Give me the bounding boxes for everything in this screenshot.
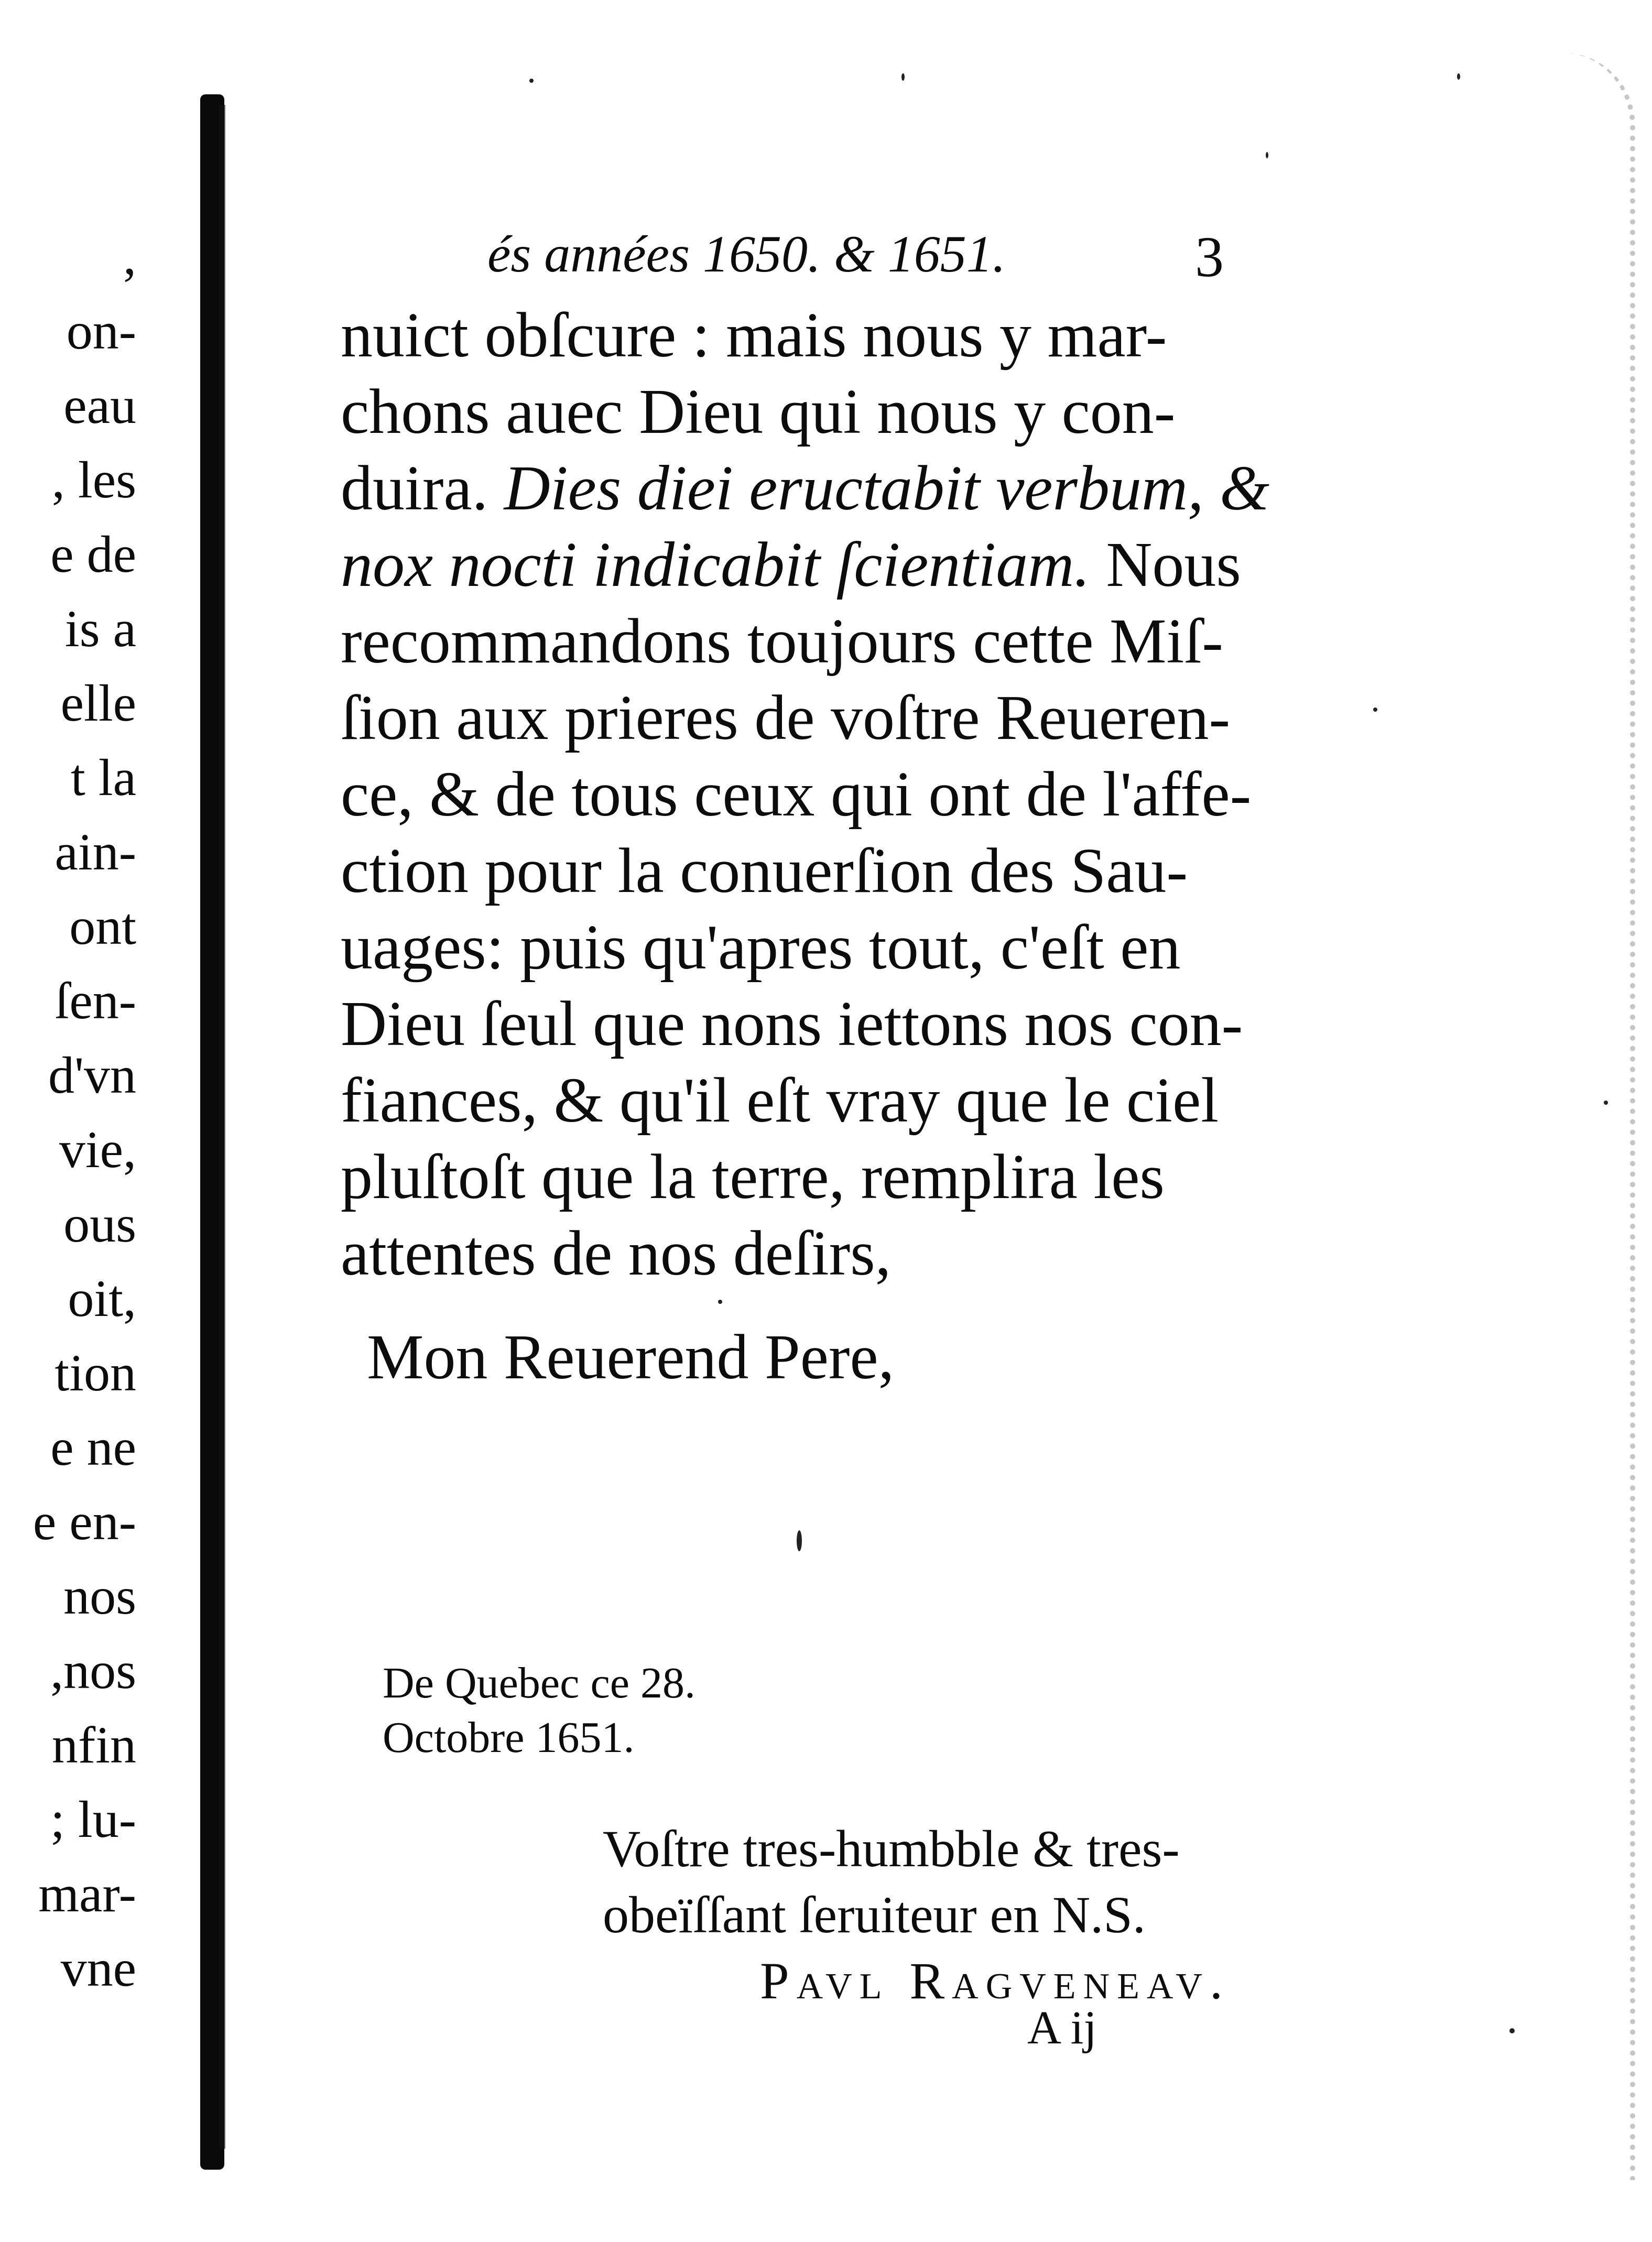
left-page-fragment: oit,	[68, 1269, 136, 1327]
body-line-roman: Nous	[1106, 529, 1241, 600]
body-line: ction pour la conuerſion des Sau-	[341, 835, 1188, 906]
left-page-fragment: d'vn	[48, 1046, 136, 1104]
left-page-fragment: ſen-	[55, 972, 136, 1030]
signature-mark: A ij	[1027, 2002, 1097, 2054]
running-title: és années 1650. & 1651.	[487, 225, 1006, 283]
left-page-fragment: eau	[63, 376, 136, 434]
dateline-place: De Quebec ce 28.	[383, 1659, 696, 1707]
left-page-fragment: t la	[71, 748, 136, 807]
latin-quote: Dies diei eructabit verbum, &	[504, 453, 1269, 524]
signoff	[603, 1816, 1230, 2014]
left-page-fragment: on-	[66, 302, 136, 360]
left-page-fragment: ain-	[55, 823, 136, 881]
left-page-fragment: , les	[51, 451, 136, 509]
author-name: Pavl Ragveneav.	[760, 1952, 1230, 2010]
signoff-line: obeïſſant ſeruiteur en N.S.	[603, 1886, 1146, 1944]
scan-speck	[718, 1300, 722, 1304]
body-line: recommandons toujours cette Miſ-	[341, 606, 1223, 677]
left-page-fragment: elle	[60, 674, 136, 732]
page-edge	[1562, 52, 1635, 2180]
body-line: ce, & de tous ceux qui ont de l'affe-	[341, 759, 1252, 830]
body-line: chons auec Dieu qui nous y con-	[341, 376, 1176, 447]
body-line: pluſtoſt que la terre, remplira les	[341, 1141, 1165, 1212]
body-line: uages: puis qu'apres tout, c'eſt en	[341, 912, 1181, 983]
left-page-fragment: ous	[63, 1195, 136, 1253]
body-line: ſion aux prieres de voſtre Reueren-	[341, 682, 1231, 753]
left-page-fragment: vne	[60, 1939, 136, 1997]
latin-quote: nox nocti indicabit ſcientiam.	[341, 529, 1090, 600]
body-line: attentes de nos deſirs,	[341, 1218, 892, 1289]
body-line-roman: duira.	[341, 453, 488, 524]
left-page-fragment: e de	[50, 525, 136, 583]
scan-speck	[1266, 152, 1268, 158]
running-header	[487, 223, 1274, 301]
left-page-fragment: mar-	[38, 1865, 136, 1923]
signoff-line: Voſtre tres-humbble & tres-	[603, 1820, 1180, 1878]
left-page-fragment: is a	[64, 600, 136, 658]
left-page-fragment: vie,	[59, 1120, 136, 1179]
body-line: fiances, & qu'il eſt vray que le ciel	[341, 1065, 1219, 1136]
left-page-fragment: nfin	[51, 1716, 136, 1774]
scan-speck	[901, 73, 905, 81]
scan-speck	[1509, 2028, 1515, 2033]
left-page-fragment: ,nos	[50, 1641, 136, 1700]
body-line: nuict obſcure : mais nous y mar-	[341, 300, 1167, 371]
scan-speck	[1457, 73, 1460, 80]
left-page-fragment: ,	[123, 227, 136, 286]
body-line	[341, 452, 1269, 525]
page-number: 3	[1195, 225, 1224, 289]
dateline-date: Octobre 1651.	[383, 1713, 635, 1762]
body-line	[341, 528, 1241, 602]
left-page-fragment: e ne	[50, 1418, 136, 1476]
binding-gutter-shadow	[219, 105, 225, 2149]
salutation: Mon Reuerend Pere,	[367, 1322, 895, 1392]
scan-speck	[797, 1530, 802, 1551]
left-page-fragment: ; lu-	[50, 1790, 136, 1848]
body-line: Dieu ſeul que nons iettons nos con-	[341, 988, 1243, 1059]
scan-speck	[1373, 708, 1377, 712]
left-page-fragment: e en-	[32, 1493, 136, 1551]
dateline	[383, 1656, 695, 1765]
scan-speck	[1604, 1101, 1608, 1105]
left-page-fragment: ont	[69, 897, 136, 955]
left-page-fragment: nos	[63, 1567, 136, 1625]
scan-speck	[529, 79, 534, 83]
left-page-fragment: tion	[55, 1344, 136, 1402]
